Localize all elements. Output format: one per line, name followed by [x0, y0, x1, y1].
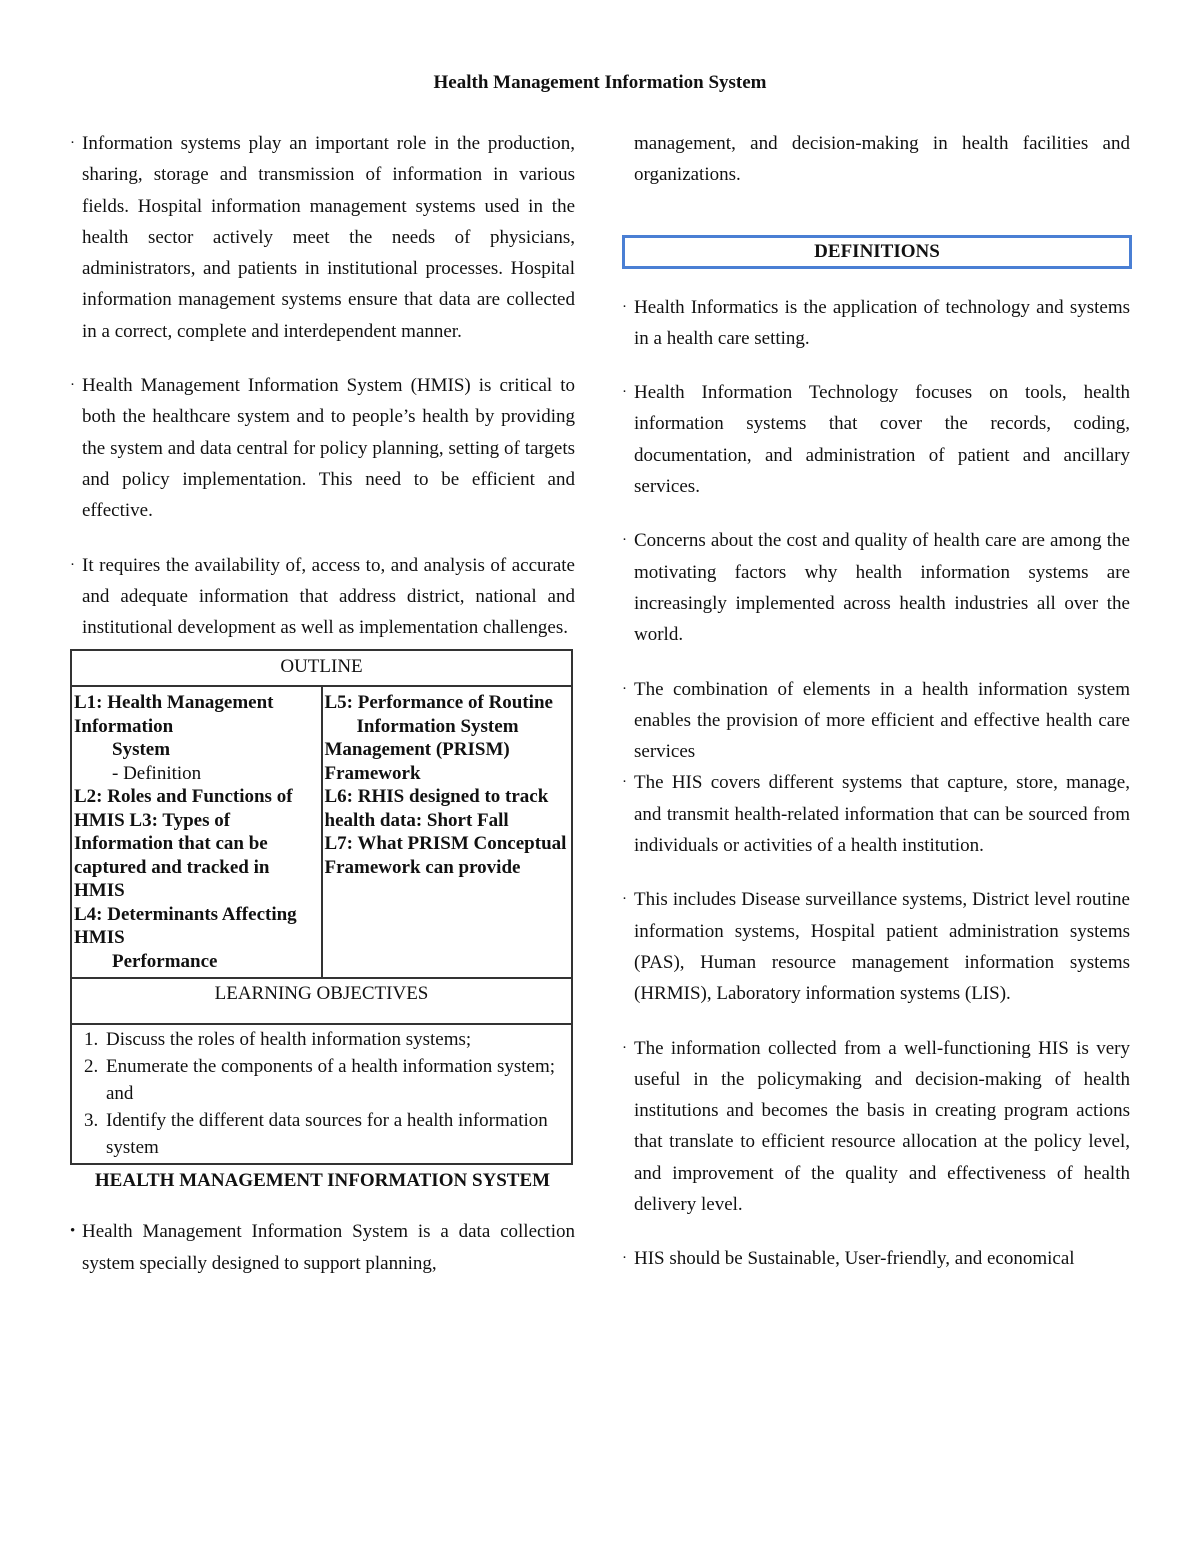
outline-l6: L6: RHIS designed to track health data: Short Fall	[324, 786, 549, 831]
definition-item	[622, 525, 1130, 650]
list-text: Discuss the roles of health information systems;	[106, 1029, 472, 1051]
bullet-icon: ·	[70, 556, 75, 573]
definition-item	[622, 674, 1130, 768]
paragraph-text: Health Management Information System is a data collection system specially designed to support planning,	[82, 1221, 575, 1274]
bullet-icon: •	[70, 1223, 76, 1240]
outline-l4-cont: Performance	[112, 950, 218, 972]
outline-l1-definition: - Definition	[112, 762, 202, 784]
bullet-icon: ·	[70, 377, 75, 394]
list-text: Identify the different data sources for a health information system	[106, 1109, 548, 1158]
right-column	[622, 128, 1130, 1298]
learning-objectives-heading: LEARNING OBJECTIVES	[71, 978, 572, 1024]
definition-item	[622, 1243, 1130, 1274]
paragraph-hmis	[70, 370, 575, 526]
outline-l7: L7: What PRISM Conceptual Framework can provide	[324, 833, 567, 878]
bullet-icon: ·	[622, 774, 627, 791]
outline-l1-cont: System	[112, 739, 171, 761]
outline-heading: OUTLINE	[71, 650, 572, 686]
outline-column-right	[322, 686, 573, 978]
outline-l5: L5: Performance of Routine	[324, 692, 553, 714]
left-column	[70, 128, 575, 1302]
definition-item	[622, 292, 1130, 355]
bullet-icon: ·	[622, 1250, 627, 1267]
definition-text: The information collected from a well-functioning HIS is very useful in the policymaking and decision-making of health institutions and becomes the basis in creating program actions that translate to efficient resource allocation at the policy level, and improvement of the quality and effectiveness of health delivery level.	[634, 1037, 1130, 1216]
list-item	[82, 1054, 565, 1108]
paragraph-requirements	[70, 550, 575, 644]
paragraph-text: Information systems play an important role in the production, sharing, storage and transmission of information in various fields. Hospital information management systems used in the health sector actively meet the needs of physicians, administrators, and patients in institutional processes. Hospital information management systems ensure that data are collected in a correct, complete and interdependent manner.	[82, 133, 575, 342]
paragraph-continuation: management, and decision-making in health facilities and organizations.	[634, 133, 1130, 186]
outline-l4: L4: Determinants Affecting HMIS	[74, 903, 297, 949]
list-number: 1.	[84, 1029, 99, 1051]
list-item	[82, 1108, 565, 1162]
definition-text: This includes Disease surveillance systems, District level routine information systems, Hospital patient administration systems (PAS), Human resource management information systems (HRMIS), Laboratory information systems (LIS).	[634, 889, 1130, 1005]
learning-objectives-list	[71, 1024, 572, 1164]
page-title: Health Management Information System	[433, 72, 767, 93]
list-number: 3.	[84, 1109, 99, 1131]
definition-item	[622, 767, 1130, 861]
bullet-icon: ·	[70, 135, 75, 151]
definition-text: HIS should be Sustainable, User-friendly, and economical	[634, 1248, 1075, 1270]
definitions-heading: DEFINITIONS	[622, 235, 1132, 269]
paragraph-text: Health Management Information System (HMIS) is critical to both the healthcare system and to people’s health by providing the system and data central for policy planning, setting of targets and policy implementation. This need to be efficient and effective.	[82, 375, 575, 522]
list-number: 2.	[84, 1056, 99, 1078]
list-text: Enumerate the components of a health information system; and	[106, 1056, 556, 1105]
outline-l5-cont: Information System	[356, 715, 519, 737]
definition-item	[622, 1033, 1130, 1221]
outline-column-left	[71, 686, 322, 978]
definition-text: Concerns about the cost and quality of health care are among the motivating factors why health information systems are increasingly implemented across health industries all over the world.	[634, 530, 1130, 646]
definition-text: The HIS covers different systems that capture, store, manage, and transmit health-related information that can be sourced from individuals or activities of a health institution.	[634, 772, 1130, 857]
list-item	[82, 1027, 565, 1054]
definition-text: The combination of elements in a health information system enables the provision of more efficient and effective health care services	[634, 678, 1130, 763]
bullet-icon: ·	[622, 532, 627, 549]
definition-text: Health Information Technology focuses on tools, health information systems that cover the records, coding, documentation, and administration of patient and ancillary services.	[634, 382, 1130, 498]
paragraph-hmis-definition	[70, 1216, 575, 1279]
bullet-icon: ·	[622, 1039, 627, 1056]
paragraph-text: It requires the availability of, access to, and analysis of accurate and adequate information that address district, national and institutional development as well as implementation challenges.	[82, 554, 575, 639]
paragraph-intro	[70, 128, 575, 347]
bullet-icon: ·	[622, 384, 627, 401]
section-heading-hmis: HEALTH MANAGEMENT INFORMATION SYSTEM	[94, 1170, 551, 1192]
bullet-icon: ·	[622, 680, 627, 697]
definition-item	[622, 377, 1130, 502]
definition-text: Health Informatics is the application of technology and systems in a health care setting.	[634, 296, 1130, 349]
outline-table	[70, 649, 573, 1165]
bullet-icon: ·	[622, 891, 627, 908]
definition-item	[622, 884, 1130, 1009]
outline-l5-framework: Management (PRISM) Framework	[324, 739, 510, 784]
outline-l2-l3: L2: Roles and Functions of HMIS L3: Types of Information that can be captured and tracked in HMIS	[74, 786, 293, 902]
outline-l1: L1: Health Management Information	[74, 692, 274, 737]
bullet-icon: ·	[622, 298, 627, 315]
